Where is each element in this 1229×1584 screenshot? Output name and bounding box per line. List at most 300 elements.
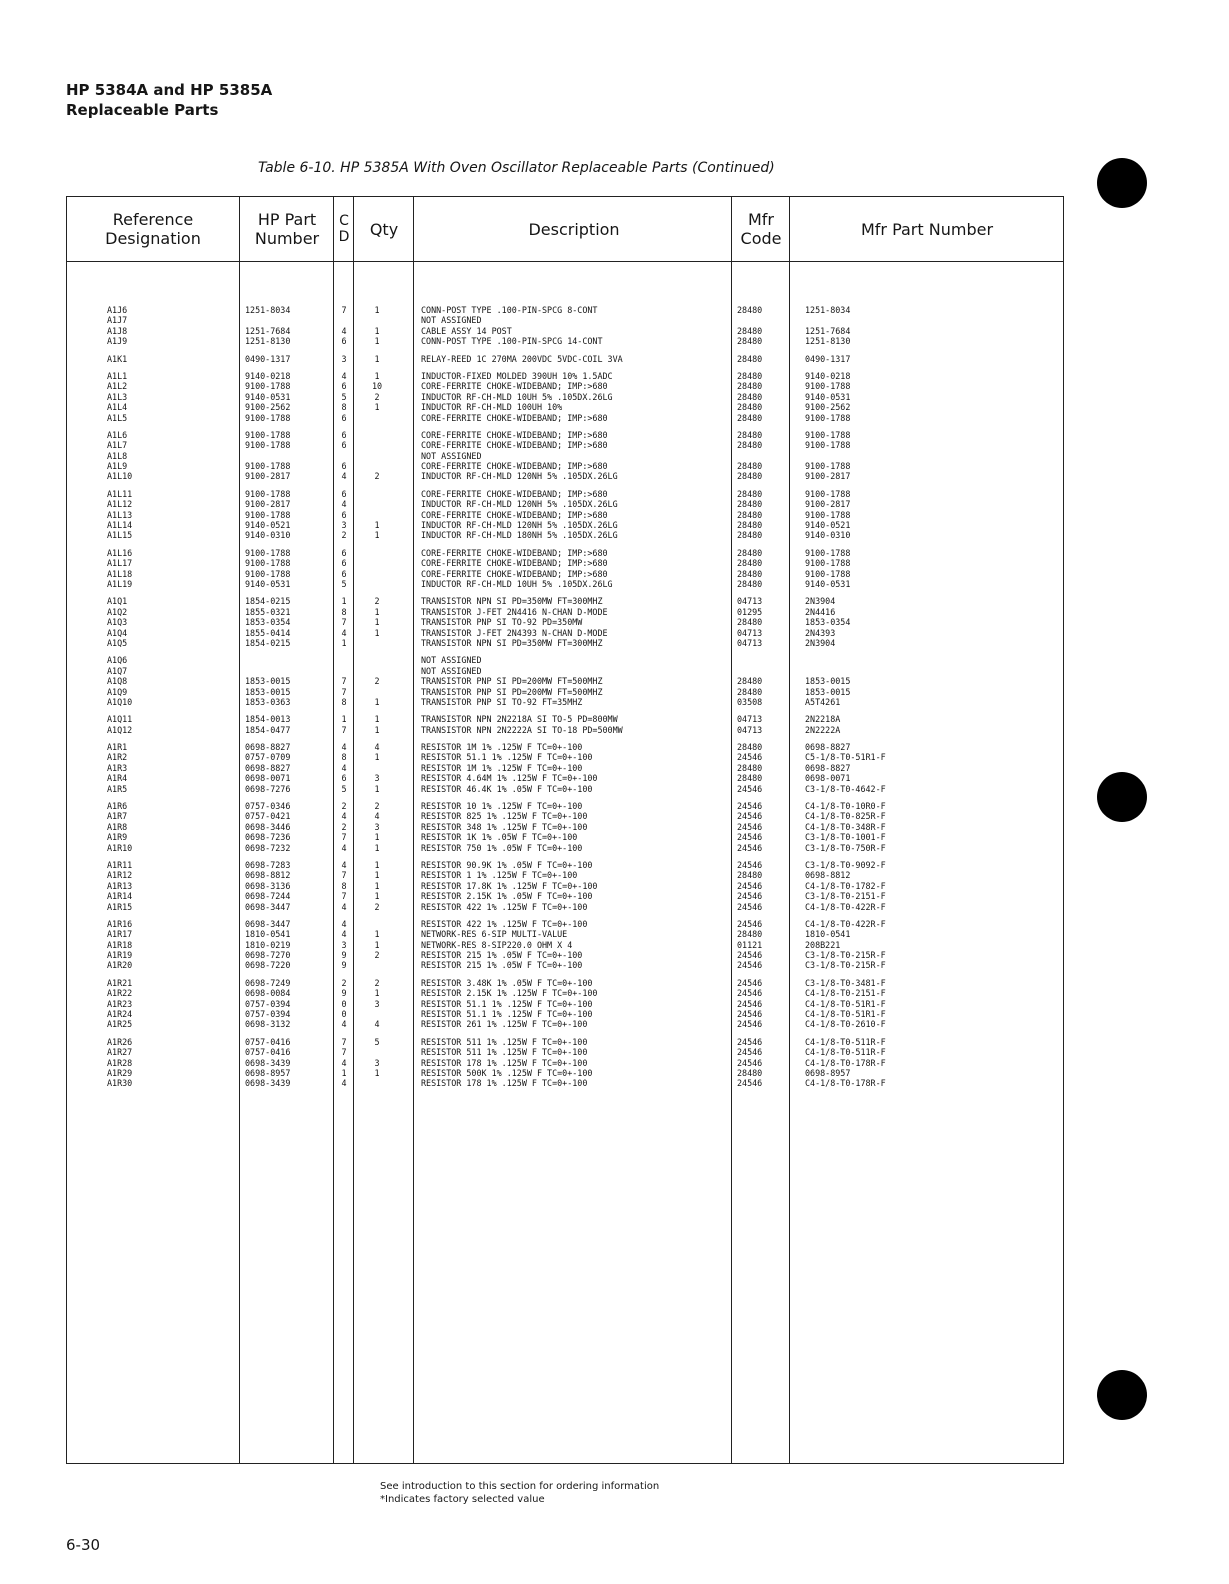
mfr-code-cell: 24546 [737,950,763,961]
mfr-part-cell: 2N2222A [805,724,841,735]
cd-cell: 3 [341,353,347,364]
mfr-part-cell: 1810-0541 [805,929,851,940]
mfr-code-cell: 24546 [737,1009,763,1020]
description-cell: RESISTOR 2.15K 1% .125W F TC=0+-100 [421,988,598,999]
hp-part-cell: 1251-8034 [245,305,291,315]
mfr-part-cell: C3-1/8-T0-750R-F [805,842,886,853]
description-cell: RESISTOR 1K 1% .05W F TC=0+-100 [421,832,578,843]
mfr-part-cell: C5-1/8-T0-51R1-F [805,752,886,763]
mfr-part-cell: C3-1/8-T0-1001-F [805,832,886,843]
qty-cell: 4 [374,811,380,822]
cd-cell: 4 [341,1057,347,1068]
cd-cell: 6 [341,488,347,499]
mfr-part-cell: C3-1/8-T0-215R-F [805,960,886,971]
reference-cell: A1R24 [107,1009,133,1020]
mfr-code-cell: 24546 [737,960,763,971]
hp-part-cell: 9100-1788 [245,412,291,423]
cd-cell: 6 [341,509,347,520]
cd-cell: 8 [341,752,347,763]
hp-part-cell: 0698-0071 [245,773,291,784]
hp-part-cell: 1854-0215 [245,637,291,648]
hp-part-cell: 9140-0310 [245,530,291,541]
table-row [67,471,1063,481]
mfr-part-cell: 9140-0521 [805,520,851,531]
reference-cell: A1R5 [107,783,128,794]
hp-part-cell: 9140-0531 [245,578,291,589]
table-row [67,1019,1063,1029]
table-row [67,714,1063,724]
description-cell: TRANSISTOR NPN SI PD=350MW FT=300MHZ [421,637,603,648]
mfr-part-cell: 2N4416 [805,606,836,617]
reference-cell: A1R6 [107,801,128,812]
description-cell: RESISTOR 178 1% .125W F TC=0+-100 [421,1078,588,1089]
mfr-code-cell: 24546 [737,842,763,853]
qty-cell: 1 [374,939,380,950]
mfr-code-cell: 04713 [737,714,763,725]
mfr-part-cell: 1251-7684 [805,325,851,336]
cd-cell: 6 [341,429,347,440]
hp-part-cell: 1251-7684 [245,325,291,336]
cd-cell: 6 [341,568,347,579]
mfr-part-cell: 9100-1788 [805,547,851,558]
mfr-code-cell: 28480 [737,676,763,687]
table-row [67,499,1063,509]
reference-cell: A1L5 [107,412,128,423]
qty-cell: 1 [374,530,380,541]
col-header-cd: C D [338,213,350,245]
table-row [67,960,1063,970]
description-cell: INDUCTOR RF-CH-MLD 100UH 10% [421,402,563,413]
hp-part-cell: 0757-0709 [245,752,291,763]
table-row [67,326,1063,336]
hp-part-cell: 0698-3439 [245,1078,291,1089]
hp-part-cell: 0757-0416 [245,1036,291,1047]
table-row [67,929,1063,939]
hp-part-cell: 1855-0414 [245,627,291,638]
mfr-part-cell: 9100-2562 [805,402,851,413]
hp-part-cell: 9140-0218 [245,370,291,381]
table-row [67,697,1063,707]
table-row [67,510,1063,520]
qty-cell: 1 [374,891,380,902]
table-row [67,902,1063,912]
table-row [67,638,1063,648]
cd-cell: 4 [341,929,347,940]
reference-cell: A1L11 [107,488,133,499]
description-cell: NETWORK-RES 6-SIP MULTI-VALUE [421,929,568,940]
cd-cell: 4 [341,471,347,482]
reference-cell: A1Q1 [107,596,128,607]
hp-part-cell: 0698-8827 [245,762,291,773]
reference-cell: A1R15 [107,901,133,912]
mfr-part-cell: C4-1/8-T0-2151-F [805,988,886,999]
reference-cell: A1Q11 [107,714,133,725]
qty-cell: 2 [374,977,380,988]
reference-cell: A1J8 [107,325,128,336]
qty-cell: 2 [374,801,380,812]
cd-cell: 2 [341,801,347,812]
mfr-part-cell: 1853-0015 [805,676,851,687]
hp-part-cell: 1810-0219 [245,939,291,950]
mfr-code-cell: 28480 [737,520,763,531]
table-row [67,579,1063,589]
hp-part-cell: 0698-7220 [245,960,291,971]
table-row [67,430,1063,440]
mfr-part-cell: 9140-0531 [805,391,851,402]
table-row [67,742,1063,752]
reference-cell: A1L17 [107,558,133,569]
mfr-code-cell: 24546 [737,988,763,999]
mfr-code-cell: 28480 [737,568,763,579]
hp-part-cell: 0698-7232 [245,842,291,853]
reference-cell: A1Q12 [107,724,133,735]
mfr-code-cell: 01121 [737,939,763,950]
col-header-reference: Reference Designation [105,210,201,248]
cd-cell: 7 [341,1047,347,1058]
description-cell: RESISTOR 178 1% .125W F TC=0+-100 [421,1057,588,1068]
table-row [67,999,1063,1009]
table-row [67,489,1063,499]
mfr-part-cell: 0698-8957 [805,1068,851,1078]
reference-cell: A1R8 [107,821,128,832]
mfr-part-cell: C4-1/8-T0-511R-F [805,1047,886,1058]
description-cell: TRANSISTOR PNP SI TO-92 PD=350MW [421,617,583,628]
mfr-code-cell: 28480 [737,870,763,881]
mfr-code-cell: 28480 [737,488,763,499]
qty-cell: 2 [374,901,380,912]
hp-part-cell: 0698-8812 [245,870,291,881]
qty-cell: 1 [374,520,380,531]
cd-cell: 7 [341,891,347,902]
hp-part-cell: 1810-0541 [245,929,291,940]
reference-cell: A1Q3 [107,617,128,628]
reference-cell: A1L9 [107,461,128,472]
cd-cell: 8 [341,696,347,707]
mfr-part-cell: 2N3904 [805,637,836,648]
parts-table [66,196,1064,1464]
hp-part-cell: 9100-1788 [245,568,291,579]
reference-cell: A1R19 [107,950,133,961]
description-cell: RESISTOR 261 1% .125W F TC=0+-100 [421,1019,588,1030]
hp-part-cell: 0698-7283 [245,859,291,870]
table-row [67,1009,1063,1019]
mfr-part-cell: C4-1/8-T0-825R-F [805,811,886,822]
description-cell: NOT ASSIGNED [421,665,482,676]
qty-cell: 1 [374,353,380,364]
qty-cell: 2 [374,391,380,402]
qty-cell: 3 [374,998,380,1009]
description-cell: TRANSISTOR J-FET 2N4416 N-CHAN D-MODE [421,606,608,617]
hp-part-cell: 9100-1788 [245,547,291,558]
mfr-part-cell: 9140-0310 [805,530,851,541]
reference-cell: A1R28 [107,1057,133,1068]
description-cell: INDUCTOR RF-CH-MLD 180NH 5% .105DX.26LG [421,530,618,541]
hp-part-cell: 0698-7270 [245,950,291,961]
description-cell: NETWORK-RES 8-SIP220.0 OHM X 4 [421,939,573,950]
reference-cell: A1Q4 [107,627,128,638]
cd-cell: 1 [341,1068,347,1078]
table-row [67,988,1063,998]
hp-part-cell: 1854-0477 [245,724,291,735]
reference-cell: A1Q7 [107,665,128,676]
description-cell: INDUCTOR-FIXED MOLDED 390UH 10% 1.5ADC [421,370,613,381]
mfr-code-cell: 28480 [737,929,763,940]
mfr-part-cell: C4-1/8-T0-2610-F [805,1019,886,1030]
qty-cell: 1 [374,617,380,628]
description-cell: INDUCTOR RF-CH-MLD 120NH 5% .105DX.26LG [421,520,618,531]
mfr-code-cell: 28480 [737,762,763,773]
qty-cell: 1 [374,783,380,794]
mfr-part-cell: A5T4261 [805,696,841,707]
table-caption: Table 6-10. HP 5385A With Oven Oscillator Replaceable Parts (Continued) [258,160,775,176]
table-row [67,860,1063,870]
table-row [67,811,1063,821]
description-cell: CORE-FERRITE CHOKE-WIDEBAND; IMP:>680 [421,381,608,392]
mfr-part-cell: C4-1/8-T0-422R-F [805,901,886,912]
table-row [67,676,1063,686]
reference-cell: A1R14 [107,891,133,902]
reference-cell: A1L2 [107,381,128,392]
reference-cell: A1L4 [107,402,128,413]
mfr-part-cell: 9100-1788 [805,461,851,472]
qty-cell: 3 [374,821,380,832]
description-cell: RESISTOR 51.1 1% .125W F TC=0+-100 [421,998,593,1009]
mfr-part-cell: 9100-1788 [805,488,851,499]
description-cell: CORE-FERRITE CHOKE-WIDEBAND; IMP:>680 [421,461,608,472]
cd-cell: 7 [341,686,347,697]
mfr-part-cell: 9100-2817 [805,499,851,510]
qty-cell: 1 [374,325,380,336]
table-row [67,596,1063,606]
mfr-code-cell: 28480 [737,558,763,569]
table-footnotes [380,1480,659,1506]
mfr-code-cell: 28480 [737,773,763,784]
reference-cell: A1Q8 [107,676,128,687]
reference-cell: A1L3 [107,391,128,402]
mfr-part-cell: C4-1/8-T0-10R0-F [805,801,886,812]
description-cell: CABLE ASSY 14 POST [421,325,512,336]
cd-cell: 7 [341,617,347,628]
mfr-part-cell: 0698-8827 [805,742,851,753]
cd-cell: 6 [341,461,347,472]
description-cell: RESISTOR 825 1% .125W F TC=0+-100 [421,811,588,822]
col-header-mfr-code: Mfr Code [740,210,782,248]
qty-cell: 1 [374,929,380,940]
mfr-code-cell: 28480 [737,402,763,413]
qty-cell: 4 [374,1019,380,1030]
description-cell: RESISTOR 511 1% .125W F TC=0+-100 [421,1047,588,1058]
reference-cell: A1Q6 [107,655,128,666]
qty-cell: 2 [374,596,380,607]
reference-cell: A1R13 [107,880,133,891]
mfr-part-cell: C4-1/8-T0-178R-F [805,1057,886,1068]
description-cell: RESISTOR 422 1% .125W F TC=0+-100 [421,901,588,912]
mfr-part-cell: 1853-0015 [805,686,851,697]
table-row [67,440,1063,450]
description-cell: RESISTOR 500K 1% .125W F TC=0+-100 [421,1068,593,1078]
table-row [67,305,1063,315]
qty-cell: 1 [374,752,380,763]
mfr-code-cell: 24546 [737,1019,763,1030]
description-cell: RESISTOR 4.64M 1% .125W F TC=0+-100 [421,773,598,784]
mfr-code-cell: 24546 [737,801,763,812]
reference-cell: A1R2 [107,752,128,763]
description-cell: RESISTOR 511 1% .125W F TC=0+-100 [421,1036,588,1047]
table-row [67,451,1063,461]
description-cell: RESISTOR 215 1% .05W F TC=0+-100 [421,950,583,961]
cd-cell: 1 [341,637,347,648]
reference-cell: A1R30 [107,1078,133,1089]
mfr-code-cell: 28480 [737,412,763,423]
qty-cell: 1 [374,336,380,347]
description-cell: CORE-FERRITE CHOKE-WIDEBAND; IMP:>680 [421,547,608,558]
reference-cell: A1R21 [107,977,133,988]
cd-cell: 8 [341,402,347,413]
qty-cell: 5 [374,1036,380,1047]
mfr-part-cell: 9100-1788 [805,381,851,392]
table-row [67,1047,1063,1057]
cd-cell: 4 [341,811,347,822]
table-body [67,305,1063,1089]
mfr-code-cell: 04713 [737,596,763,607]
mfr-part-cell: C4-1/8-T0-51R1-F [805,1009,886,1020]
table-row [67,773,1063,783]
hp-part-cell: 0757-0394 [245,1009,291,1020]
mfr-part-cell: 2N2218A [805,714,841,725]
mfr-code-cell: 28480 [737,509,763,520]
mfr-code-cell: 24546 [737,901,763,912]
mfr-code-cell: 28480 [737,617,763,628]
mfr-code-cell: 28480 [737,471,763,482]
reference-cell: A1R17 [107,929,133,940]
cd-cell: 0 [341,1009,347,1020]
description-cell: TRANSISTOR NPN 2N2218A SI TO-5 PD=800MW [421,714,618,725]
qty-cell: 1 [374,714,380,725]
hp-part-cell: 9100-1788 [245,440,291,451]
table-row [67,725,1063,735]
table-row [67,881,1063,891]
mfr-code-cell: 24546 [737,752,763,763]
cd-cell: 9 [341,950,347,961]
cd-cell: 4 [341,499,347,510]
cd-cell: 4 [341,1078,347,1089]
hp-part-cell: 1853-0363 [245,696,291,707]
cd-cell: 6 [341,381,347,392]
binder-hole-middle [1097,772,1147,822]
table-row [67,919,1063,929]
hp-part-cell: 9100-1788 [245,558,291,569]
binder-hole-bottom [1097,1370,1147,1420]
description-cell: TRANSISTOR J-FET 2N4393 N-CHAN D-MODE [421,627,608,638]
description-cell: RELAY-REED 1C 270MA 200VDC 5VDC-COIL 3VA [421,353,623,364]
mfr-part-cell: 9100-1788 [805,568,851,579]
table-row [67,832,1063,842]
table-row [67,801,1063,811]
table-row [67,315,1063,325]
manual-title: HP 5384A and HP 5385A [66,81,273,99]
table-row [67,822,1063,832]
qty-cell: 1 [374,1068,380,1078]
reference-cell: A1Q9 [107,686,128,697]
table-row [67,381,1063,391]
hp-part-cell: 0698-3447 [245,901,291,912]
mfr-part-cell: 208B221 [805,939,841,950]
table-row [67,530,1063,540]
qty-cell: 1 [374,842,380,853]
mfr-part-cell: 9100-1788 [805,440,851,451]
description-cell: CORE-FERRITE CHOKE-WIDEBAND; IMP:>680 [421,568,608,579]
mfr-part-cell: 1251-8130 [805,336,851,347]
section-title: Replaceable Parts [66,101,219,119]
mfr-code-cell: 28480 [737,686,763,697]
reference-cell: A1R18 [107,939,133,950]
hp-part-cell: 0698-3136 [245,880,291,891]
qty-cell: 1 [374,870,380,881]
table-row [67,891,1063,901]
description-cell: TRANSISTOR PNP SI PD=200MW FT=500MHZ [421,676,603,687]
mfr-code-cell: 28480 [737,325,763,336]
cd-cell: 4 [341,859,347,870]
cd-cell: 8 [341,880,347,891]
description-cell: RESISTOR 750 1% .05W F TC=0+-100 [421,842,583,853]
qty-cell: 1 [374,859,380,870]
cd-cell: 6 [341,558,347,569]
reference-cell: A1J7 [107,315,128,326]
mfr-code-cell: 28480 [737,370,763,381]
description-cell: NOT ASSIGNED [421,315,482,326]
mfr-code-cell: 01295 [737,606,763,617]
table-row [67,978,1063,988]
mfr-code-cell: 28480 [737,336,763,347]
mfr-code-cell: 28480 [737,391,763,402]
table-row [67,607,1063,617]
hp-part-cell: 0757-0346 [245,801,291,812]
table-row [67,763,1063,773]
qty-cell: 3 [374,1057,380,1068]
description-cell: CONN-POST TYPE .100-PIN-SPCG 8-CONT [421,305,598,315]
mfr-code-cell: 28480 [737,461,763,472]
table-row [67,843,1063,853]
hp-part-cell: 0698-0084 [245,988,291,999]
reference-cell: A1L10 [107,471,133,482]
mfr-part-cell: 2N4393 [805,627,836,638]
description-cell: CORE-FERRITE CHOKE-WIDEBAND; IMP:>680 [421,488,608,499]
hp-part-cell: 1853-0354 [245,617,291,628]
reference-cell: A1R16 [107,918,133,929]
reference-cell: A1R22 [107,988,133,999]
mfr-code-cell: 28480 [737,742,763,753]
cd-cell: 2 [341,821,347,832]
hp-part-cell: 0698-7244 [245,891,291,902]
mfr-code-cell: 24546 [737,859,763,870]
mfr-part-cell: 9100-1788 [805,412,851,423]
col-header-qty: Qty [369,219,399,239]
hp-part-cell: 9100-2817 [245,499,291,510]
table-row [67,752,1063,762]
mfr-code-cell: 24546 [737,811,763,822]
cd-cell: 7 [341,1036,347,1047]
qty-cell: 1 [374,606,380,617]
description-cell: CONN-POST TYPE .100-PIN-SPCG 14-CONT [421,336,603,347]
hp-part-cell: 9100-1788 [245,429,291,440]
col-header-description: Description [528,219,620,239]
table-row [67,461,1063,471]
reference-cell: A1R20 [107,960,133,971]
cd-cell: 2 [341,977,347,988]
reference-cell: A1L13 [107,509,133,520]
mfr-part-cell: 0698-8812 [805,870,851,881]
hp-part-cell: 0698-3447 [245,918,291,929]
